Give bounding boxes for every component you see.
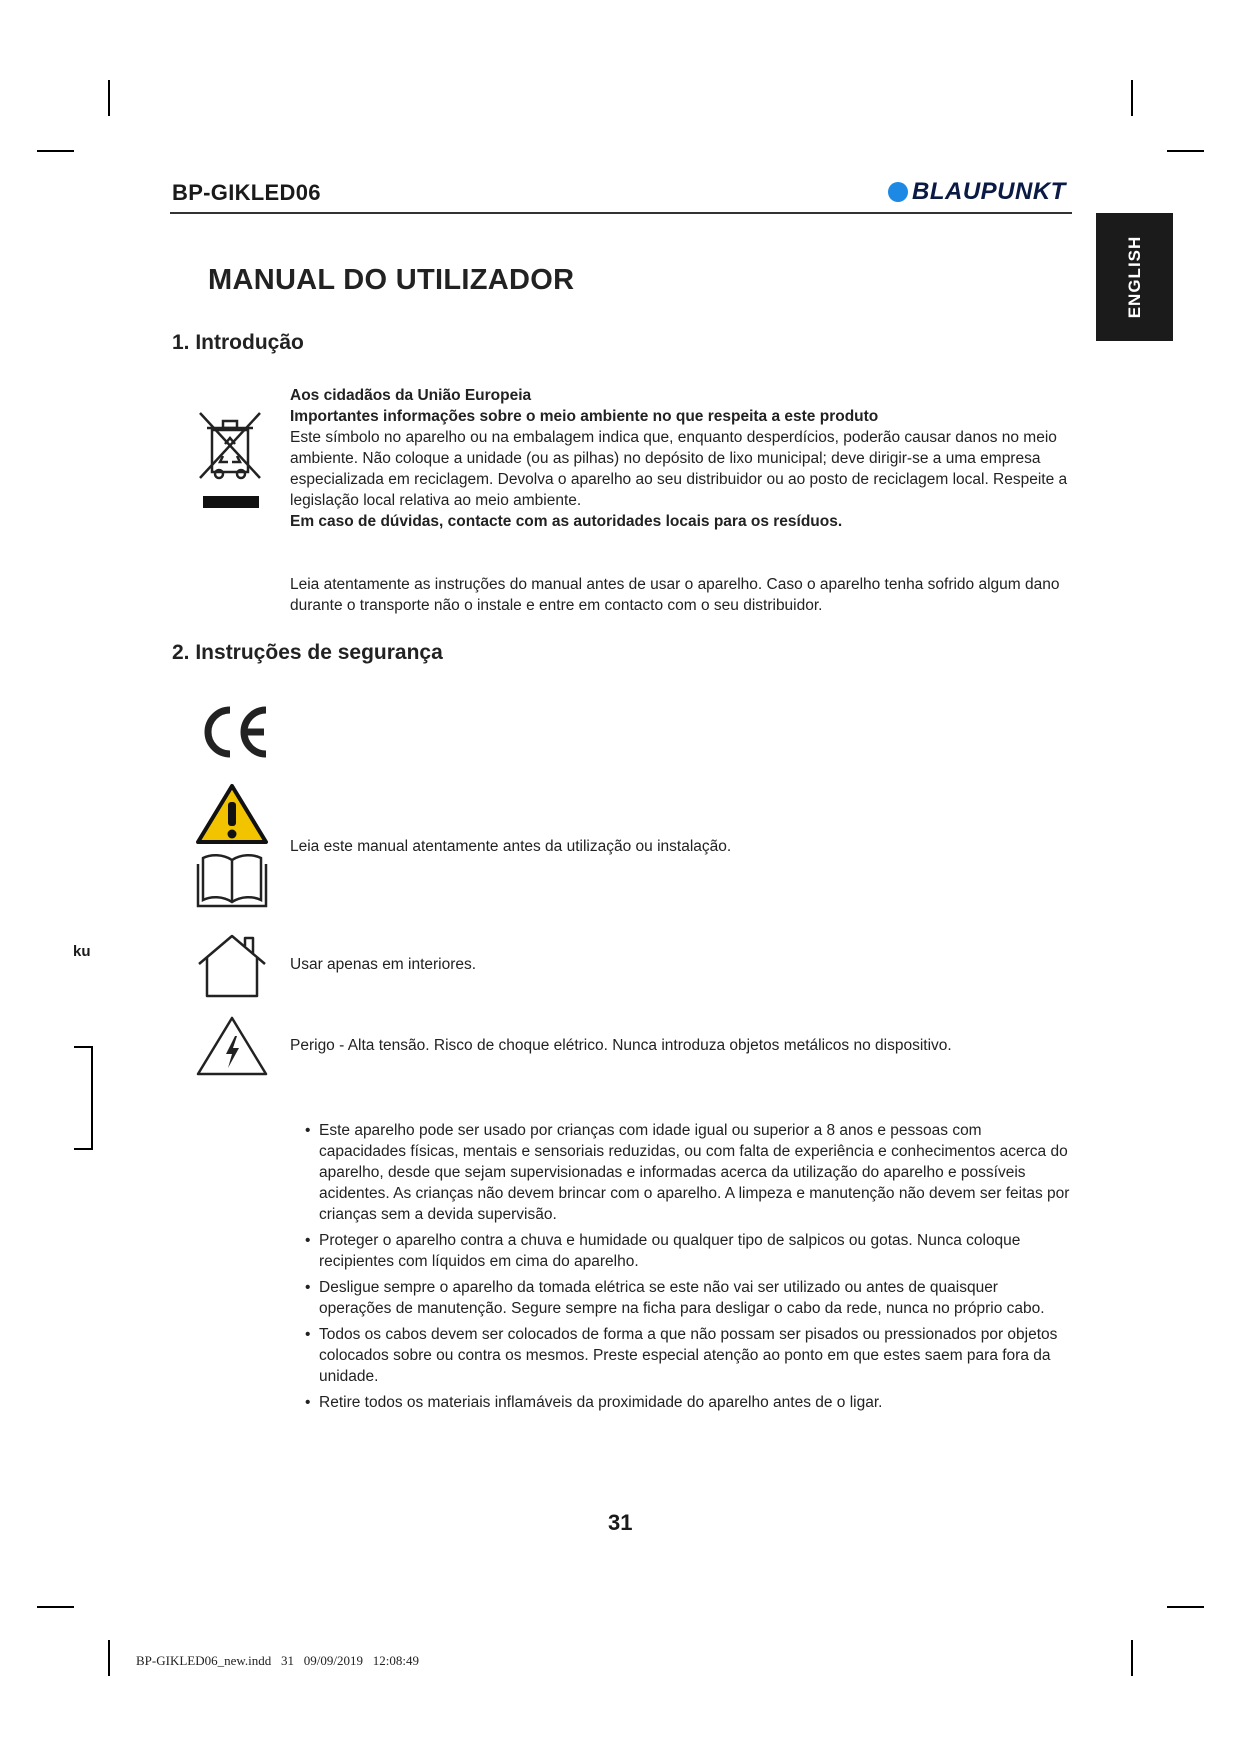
crop-mark (37, 150, 74, 152)
list-item: • Todos os cabos devem ser colocados de forma a que não possam ser pisados ou pressionados por objetos colocados sobre ou contra os mesmos. Preste especial atenção ao ponto em que estes saem para fora da unidade. (297, 1324, 1072, 1387)
weee-heading: Aos cidadãos da União Europeia (290, 387, 532, 404)
crop-mark (1131, 80, 1133, 116)
crop-mark (1167, 150, 1204, 152)
brand-dot-icon (888, 182, 908, 202)
print-slug: BP-GIKLED06_new.indd 31 09/09/2019 12:08:49 (136, 1653, 419, 1668)
margin-bracket (91, 1046, 93, 1150)
language-tab (1096, 213, 1173, 341)
margin-bracket (74, 1046, 92, 1048)
crop-mark (1167, 1606, 1204, 1608)
page-title: MANUAL DO UTILIZADOR (208, 264, 575, 296)
safety-bullet-list (297, 1120, 1072, 1418)
weee-subheading: Importantes informações sobre o meio ambiente no que respeita a este produto (290, 408, 879, 425)
weee-body: Este símbolo no aparelho ou na embalagem indica que, enquanto desperdícios, poderão causar danos no meio ambiente. Não coloque a unidade (ou as pilhas) no depósito de lixo municipal; deve dirigir-se a uma empresa especializada em reciclagem. Devolva o aparelho ao seu distribuidor ou ao posto de reciclagem local. Respeite a legislação local relativa ao meio ambiente. (290, 429, 1068, 509)
crop-mark (108, 80, 110, 116)
section-heading-safety: 2. Instruções de segurança (172, 641, 443, 664)
list-item: • Proteger o aparelho contra a chuva e humidade ou qualquer tipo de salpicos ou gotas. Nunca coloque recipientes com líquidos em cima do aparelho. (297, 1230, 1072, 1272)
brand-name: BLAUPUNKT (912, 178, 1066, 205)
page-number: 31 (608, 1510, 633, 1535)
weee-contact-note: Em caso de dúvidas, contacte com as autoridades locais para os resíduos. (290, 513, 843, 530)
crop-mark (37, 1606, 74, 1608)
margin-bracket (74, 1148, 92, 1150)
weee-bin-icon (195, 408, 265, 513)
indoor-use-label: Usar apenas em interiores. (290, 956, 477, 973)
warning-icon (195, 782, 269, 846)
header-divider (170, 212, 1072, 214)
section-heading-intro: 1. Introdução (172, 331, 304, 354)
high-voltage-icon (195, 1014, 269, 1078)
language-tab-label: ENGLISH (1124, 235, 1144, 319)
read-manual-label: Leia este manual atentamente antes da utilização ou instalação. (290, 838, 732, 855)
list-item: • Este aparelho pode ser usado por crianças com idade igual ou superior a 8 anos e pessoas com capacidades físicas, mentais e sensoriais reduzidas, ou com falta de experiência e conhecimentos acerca do aparelho, desde que sejam supervisionadas e informadas acerca da utilização do aparelho e possíveis acidentes. As crianças não devem brincar com o aparelho. A limpeza e manutenção não devem ser feitas por crianças sem a devida supervisão. (297, 1120, 1072, 1225)
read-instructions-note: Leia atentamente as instruções do manual antes de usar o aparelho. Caso o aparelho tenha sofrido algum dano durante o transporte não o instale e entre em contacto com o seu distribuidor. (290, 576, 1060, 614)
brand-logo (888, 178, 1066, 206)
ce-mark-icon (198, 702, 270, 762)
crop-mark (1131, 1640, 1133, 1676)
model-number: BP-GIKLED06 (172, 180, 321, 205)
crop-mark (108, 1640, 110, 1676)
manual-book-icon (195, 850, 269, 910)
list-item: • Retire todos os materiais inflamáveis da proximidade do aparelho antes de o ligar. (297, 1392, 1072, 1413)
weee-notice (290, 385, 1080, 532)
margin-fragment: ku (73, 943, 91, 960)
list-item: • Desligue sempre o aparelho da tomada elétrica se este não vai ser utilizado ou antes de quaisquer operações de manutenção. Segure sempre na ficha para desligar o cabo da rede, nunca no próprio cabo. (297, 1277, 1072, 1319)
indoor-house-icon (195, 930, 269, 1000)
danger-label: Perigo - Alta tensão. Risco de choque elétrico. Nunca introduza objetos metálicos no dispositivo. (290, 1037, 952, 1054)
